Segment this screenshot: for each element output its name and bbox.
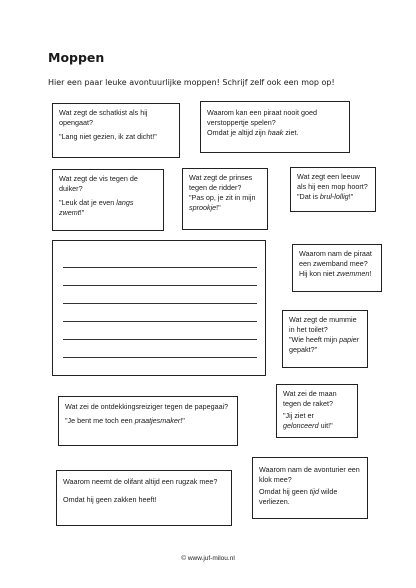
joke-question: Waarom kan een piraat nooit goed verstoppertje spelen?: [207, 108, 318, 127]
joke-answer: "Wie heeft mijn papier gepakt?": [289, 335, 360, 354]
joke-card-prinses: [182, 168, 268, 230]
joke-question: Wat zegt de schatkist als hij opengaat?: [59, 108, 148, 127]
writing-line: [63, 303, 257, 304]
joke-card-schatkist: [52, 103, 180, 158]
joke-card-klok: [252, 457, 368, 519]
joke-question: Wat zegt de vis tegen de duiker?: [59, 174, 138, 193]
joke-card-papegaai: [58, 396, 238, 446]
footer-credit: © www.juf-milou.nl: [181, 555, 235, 562]
joke-answer: Omdat je altijd zijn haak ziet.: [207, 128, 299, 137]
writing-line: [63, 285, 257, 286]
joke-answer: "Je bent me toch een praatjesmaker!": [65, 416, 185, 425]
joke-answer: "Jij ziet er gelonceerd uit!": [283, 411, 333, 430]
joke-answer: Omdat hij geen tijd wilde verliezen.: [259, 487, 338, 506]
joke-answer: "Leuk dat je even langs zwemt!": [59, 198, 134, 217]
joke-card-vis: [52, 169, 164, 231]
joke-answer: Hij kon niet zwemmen!: [299, 269, 372, 278]
joke-card-leeuw: [290, 167, 376, 212]
page-title: Moppen: [48, 50, 105, 65]
writing-line: [63, 321, 257, 322]
writing-line: [63, 357, 257, 358]
joke-card-piraat-haak: [200, 101, 350, 153]
writing-line: [63, 339, 257, 340]
joke-question: Waarom nam de avonturier een klok mee?: [259, 465, 360, 484]
writing-area[interactable]: [52, 240, 266, 376]
joke-answer: "Pas op, je zit in mijn sprookje!": [189, 193, 256, 212]
joke-question: Wat zegt een leeuw als hij een mop hoort?: [297, 172, 368, 191]
joke-card-olifant: [56, 470, 232, 526]
joke-question: Waarom neemt de olifant altijd een rugzak mee?: [63, 477, 218, 486]
intro-text: Hier een paar leuke avontuurlijke moppen! Schrijf zelf ook een mop op!: [48, 78, 335, 87]
joke-question: Wat zei de maan tegen de raket?: [283, 389, 337, 408]
joke-answer: "Dat is brul-lollig!": [297, 192, 354, 201]
joke-card-maan: [276, 384, 358, 438]
joke-card-zwemband: [292, 244, 382, 292]
joke-question: Waarom nam de piraat een zwemband mee?: [299, 249, 372, 268]
joke-question: Wat zegt de prinses tegen de ridder?: [189, 173, 253, 192]
joke-question: Wat zei de ontdekkingsreiziger tegen de papegaai?: [65, 402, 229, 411]
writing-line: [63, 267, 257, 268]
joke-card-mummie: [282, 310, 368, 368]
joke-question: Wat zegt de mummie in het toilet?: [289, 315, 357, 334]
joke-answer: "Lang niet gezien, ik zat dicht!": [59, 132, 157, 141]
joke-answer: Omdat hij geen zakken heeft!: [63, 495, 157, 504]
